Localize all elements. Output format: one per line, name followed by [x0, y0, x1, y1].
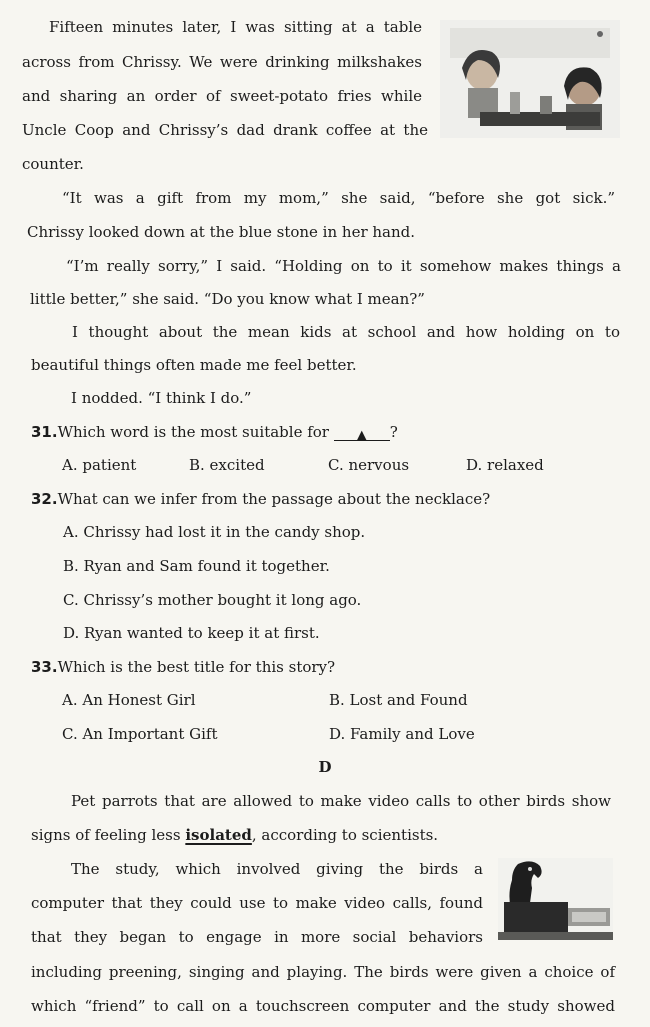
option-32-d[interactable]: D. Ryan wanted to keep it at first.: [63, 624, 320, 642]
passage-line: little better,” she said. “Do you know what I mean?”: [30, 290, 425, 308]
question-text-end: ?: [389, 423, 398, 441]
passage-line: I nodded. “I think I do.”: [71, 389, 252, 407]
passage-line: Fifteen minutes later, I was sitting at a table: [49, 18, 422, 36]
passage-d-line: [31, 825, 438, 845]
illustration-parrot-computer: [498, 858, 613, 940]
passage-line: Chrissy looked down at the blue stone in her hand.: [27, 223, 416, 241]
option-32-a[interactable]: A. Chrissy had lost it in the candy shop.: [63, 523, 366, 541]
passage-line: I thought about the mean kids at school and how holding on to: [72, 323, 620, 341]
option-33-b[interactable]: B. Lost and Found: [329, 691, 468, 709]
passage-line: beautiful things often made me feel better.: [31, 356, 357, 374]
option-31-b[interactable]: B. excited: [189, 456, 265, 474]
passage-d-line: which “friend” to call on a touchscreen computer and the study showed: [31, 997, 615, 1015]
passage-d-line: The study, which involved giving the birds a: [71, 860, 483, 878]
option-32-b[interactable]: B. Ryan and Sam found it together.: [63, 557, 330, 575]
question-33-stem: [31, 657, 335, 677]
question-text: Which is the best title for this story?: [57, 658, 336, 676]
passage-line: across from Chrissy. We were drinking milkshakes: [22, 53, 422, 71]
passage-line: counter.: [22, 155, 84, 173]
option-33-d[interactable]: D. Family and Love: [329, 725, 475, 743]
passage-line: “I’m really sorry,” I said. “Holding on to it somehow makes things a: [66, 257, 621, 275]
option-33-a[interactable]: A. An Honest Girl: [62, 691, 196, 709]
blank-marker: ▲: [356, 428, 367, 443]
passage-line: Uncle Coop and Chrissy’s dad drank coffee at the: [22, 121, 428, 139]
section-heading: D: [318, 758, 332, 776]
illustration-girls-at-table: [440, 20, 620, 138]
passage-line: and sharing an order of sweet-potato fries while: [22, 87, 422, 105]
option-33-c[interactable]: C. An Important Gift: [62, 725, 218, 743]
question-32-stem: [31, 489, 490, 509]
question-text: What can we infer from the passage about the necklace?: [57, 490, 491, 508]
option-31-a[interactable]: A. patient: [62, 456, 137, 474]
question-number: 31.: [31, 423, 58, 441]
passage-d-line: including preening, singing and playing. The birds were given a choice of: [31, 963, 615, 981]
question-number: 32.: [31, 490, 58, 508]
passage-line: “It was a gift from my mom,” she said, “before she got sick.”: [62, 189, 615, 207]
highlighted-word: isolated: [185, 826, 252, 844]
passage-d-text: , according to scientists.: [251, 826, 439, 844]
question-text: Which word is the most suitable for: [57, 423, 329, 441]
passage-d-text: signs of feeling less: [31, 826, 186, 844]
question-number: 33.: [31, 658, 58, 676]
passage-d-line: computer that they could use to make video calls, found: [31, 894, 483, 912]
option-32-c[interactable]: C. Chrissy’s mother bought it long ago.: [63, 591, 362, 609]
question-31-stem: [31, 422, 398, 442]
option-31-d[interactable]: D. relaxed: [466, 456, 544, 474]
passage-d-line: that they began to engage in more social behaviors: [31, 928, 483, 946]
option-31-c[interactable]: C. nervous: [328, 456, 410, 474]
passage-d-line: Pet parrots that are allowed to make video calls to other birds show: [71, 792, 611, 810]
answer-blank: [334, 424, 390, 441]
